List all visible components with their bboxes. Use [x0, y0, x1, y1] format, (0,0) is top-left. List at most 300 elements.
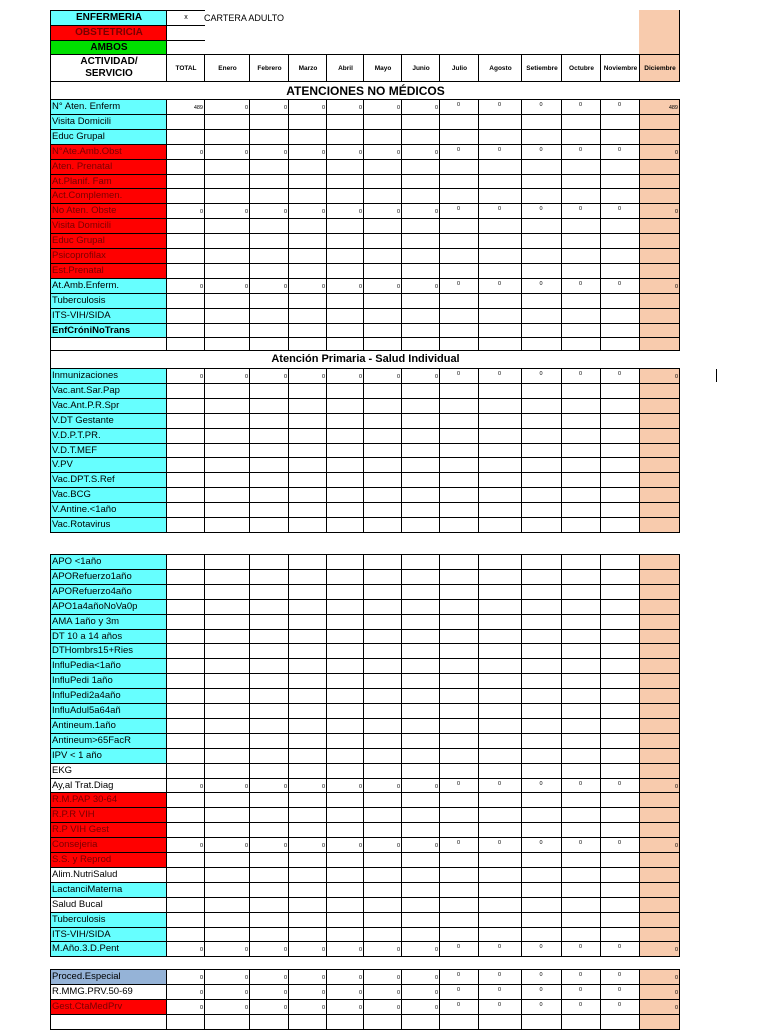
row-value-cell[interactable]: 0 [600, 999, 640, 1015]
row-label[interactable]: N° Aten. Enferm [50, 99, 167, 115]
row-value-cell[interactable]: 0 [478, 778, 522, 794]
row-value-cell[interactable] [561, 569, 601, 585]
row-value-cell[interactable]: 0 [439, 368, 479, 384]
row-value-cell[interactable] [401, 822, 440, 838]
row-value-cell[interactable] [561, 867, 601, 883]
row-value-cell[interactable]: 0 [249, 984, 289, 1000]
row-label[interactable]: DTHombrs15+Ries [50, 643, 167, 659]
row-value-cell[interactable] [249, 763, 289, 779]
row-value-cell[interactable] [204, 502, 250, 518]
row-value-cell[interactable] [639, 517, 680, 533]
row-value-cell[interactable] [249, 517, 289, 533]
row-value-cell[interactable] [521, 852, 562, 868]
row-value-cell[interactable] [561, 852, 601, 868]
row-value-cell[interactable] [521, 159, 562, 175]
row-value-cell[interactable] [600, 912, 640, 928]
row-value-cell[interactable]: 0 [166, 144, 205, 160]
row-value-cell[interactable] [401, 643, 440, 659]
row-value-cell[interactable] [639, 188, 680, 204]
row-value-cell[interactable] [521, 912, 562, 928]
row-value-cell[interactable] [401, 233, 440, 249]
row-value-cell[interactable] [521, 554, 562, 570]
row-value-cell[interactable] [166, 792, 205, 808]
row-value-cell[interactable] [363, 159, 402, 175]
row-value-cell[interactable] [166, 599, 205, 615]
row-value-cell[interactable] [639, 882, 680, 898]
row-value-cell[interactable] [478, 248, 522, 264]
row-value-cell[interactable]: 0 [478, 203, 522, 219]
row-value-cell[interactable] [401, 763, 440, 779]
row-value-cell[interactable] [326, 867, 364, 883]
row-label[interactable]: V.D.P.T.PR. [50, 428, 167, 444]
row-value-cell[interactable] [166, 897, 205, 913]
row-value-cell[interactable] [639, 599, 680, 615]
row-value-cell[interactable] [166, 263, 205, 279]
row-value-cell[interactable] [561, 293, 601, 309]
row-value-cell[interactable] [166, 763, 205, 779]
row-value-cell[interactable] [166, 248, 205, 264]
row-label[interactable]: Vac.Ant.P.R.Spr [50, 398, 167, 414]
row-value-cell[interactable]: 0 [166, 368, 205, 384]
row-value-cell[interactable] [288, 822, 327, 838]
row-value-cell[interactable] [401, 897, 440, 913]
row-label[interactable]: S.S. y Reprod [50, 852, 167, 868]
row-value-cell[interactable] [249, 882, 289, 898]
row-value-cell[interactable] [288, 792, 327, 808]
row-value-cell[interactable] [204, 174, 250, 190]
row-value-cell[interactable] [521, 688, 562, 704]
row-value-cell[interactable] [561, 927, 601, 943]
row-value-cell[interactable] [521, 763, 562, 779]
row-value-cell[interactable] [600, 733, 640, 749]
row-value-cell[interactable] [521, 822, 562, 838]
row-label[interactable]: V.Antine.<1año [50, 502, 167, 518]
row-value-cell[interactable] [561, 748, 601, 764]
row-value-cell[interactable] [249, 554, 289, 570]
row-value-cell[interactable] [600, 554, 640, 570]
row-value-cell[interactable] [478, 748, 522, 764]
row-value-cell[interactable]: 0 [204, 778, 250, 794]
row-value-cell[interactable] [439, 673, 479, 689]
row-value-cell[interactable] [478, 703, 522, 719]
row-value-cell[interactable] [288, 398, 327, 414]
row-value-cell[interactable] [521, 308, 562, 324]
row-value-cell[interactable] [600, 658, 640, 674]
row-value-cell[interactable] [478, 472, 522, 488]
row-value-cell[interactable]: 0 [639, 984, 680, 1000]
row-value-cell[interactable] [521, 114, 562, 130]
row-value-cell[interactable] [439, 159, 479, 175]
row-value-cell[interactable]: 0 [326, 969, 364, 985]
row-value-cell[interactable] [521, 733, 562, 749]
row-label[interactable]: Aten. Prenatal [50, 159, 167, 175]
row-value-cell[interactable] [639, 383, 680, 399]
row-value-cell[interactable] [204, 308, 250, 324]
row-value-cell[interactable] [600, 263, 640, 279]
row-value-cell[interactable] [363, 218, 402, 234]
row-value-cell[interactable]: 0 [521, 969, 562, 985]
row-value-cell[interactable] [249, 718, 289, 734]
row-value-cell[interactable] [600, 643, 640, 659]
row-value-cell[interactable] [288, 129, 327, 145]
row-value-cell[interactable] [439, 718, 479, 734]
row-value-cell[interactable] [249, 487, 289, 503]
row-label[interactable]: Visita Domicili [50, 114, 167, 130]
row-value-cell[interactable]: 0 [326, 941, 364, 957]
row-value-cell[interactable] [561, 658, 601, 674]
row-value-cell[interactable]: 0 [561, 969, 601, 985]
row-value-cell[interactable] [401, 263, 440, 279]
row-value-cell[interactable] [478, 308, 522, 324]
row-value-cell[interactable] [439, 398, 479, 414]
row-value-cell[interactable] [478, 129, 522, 145]
row-value-cell[interactable] [478, 897, 522, 913]
row-value-cell[interactable] [326, 323, 364, 339]
row-label[interactable]: Consejeria [50, 837, 167, 853]
row-value-cell[interactable] [401, 629, 440, 645]
row-value-cell[interactable] [249, 293, 289, 309]
row-value-cell[interactable] [521, 1014, 562, 1030]
row-value-cell[interactable] [639, 218, 680, 234]
row-value-cell[interactable] [639, 792, 680, 808]
row-value-cell[interactable] [363, 643, 402, 659]
row-value-cell[interactable] [166, 614, 205, 630]
row-value-cell[interactable] [249, 897, 289, 913]
row-value-cell[interactable] [363, 599, 402, 615]
row-value-cell[interactable] [401, 428, 440, 444]
row-value-cell[interactable] [521, 129, 562, 145]
row-value-cell[interactable] [326, 472, 364, 488]
row-label[interactable]: Visita Domicili [50, 218, 167, 234]
row-value-cell[interactable] [363, 188, 402, 204]
row-value-cell[interactable] [561, 614, 601, 630]
row-value-cell[interactable] [363, 428, 402, 444]
row-value-cell[interactable]: 0 [249, 969, 289, 985]
row-value-cell[interactable] [600, 614, 640, 630]
row-value-cell[interactable]: 0 [639, 144, 680, 160]
row-label[interactable]: V.D.T.MEF [50, 443, 167, 459]
row-value-cell[interactable] [166, 188, 205, 204]
row-value-cell[interactable] [439, 517, 479, 533]
row-value-cell[interactable] [363, 912, 402, 928]
row-value-cell[interactable] [439, 733, 479, 749]
row-value-cell[interactable] [561, 807, 601, 823]
row-value-cell[interactable]: 0 [288, 203, 327, 219]
row-value-cell[interactable] [401, 218, 440, 234]
row-value-cell[interactable]: 0 [439, 941, 479, 957]
row-value-cell[interactable] [288, 688, 327, 704]
row-value-cell[interactable] [166, 428, 205, 444]
row-value-cell[interactable] [561, 1014, 601, 1030]
row-value-cell[interactable]: 0 [288, 999, 327, 1015]
row-value-cell[interactable] [363, 927, 402, 943]
row-value-cell[interactable] [326, 1014, 364, 1030]
row-value-cell[interactable] [600, 688, 640, 704]
row-value-cell[interactable]: 0 [249, 778, 289, 794]
row-label[interactable]: V.DT Gestante [50, 413, 167, 429]
row-value-cell[interactable] [249, 629, 289, 645]
row-value-cell[interactable] [600, 188, 640, 204]
row-value-cell[interactable]: 0 [401, 941, 440, 957]
row-value-cell[interactable] [478, 428, 522, 444]
row-value-cell[interactable] [600, 599, 640, 615]
row-value-cell[interactable] [478, 643, 522, 659]
row-value-cell[interactable]: 0 [401, 99, 440, 115]
row-value-cell[interactable] [166, 308, 205, 324]
row-value-cell[interactable] [326, 114, 364, 130]
row-value-cell[interactable] [639, 472, 680, 488]
column-header-abril[interactable]: Abril [326, 54, 364, 82]
row-value-cell[interactable] [521, 248, 562, 264]
row-value-cell[interactable] [478, 517, 522, 533]
row-value-cell[interactable] [363, 554, 402, 570]
row-value-cell[interactable] [204, 129, 250, 145]
row-value-cell[interactable] [166, 569, 205, 585]
row-value-cell[interactable] [326, 927, 364, 943]
row-value-cell[interactable] [401, 748, 440, 764]
row-value-cell[interactable] [639, 443, 680, 459]
row-value-cell[interactable] [561, 822, 601, 838]
row-value-cell[interactable] [326, 263, 364, 279]
row-value-cell[interactable] [478, 569, 522, 585]
row-value-cell[interactable]: 0 [478, 368, 522, 384]
row-label[interactable]: Est.Prenatal [50, 263, 167, 279]
row-value-cell[interactable] [439, 554, 479, 570]
row-value-cell[interactable]: 0 [639, 837, 680, 853]
row-value-cell[interactable] [401, 807, 440, 823]
row-value-cell[interactable] [166, 554, 205, 570]
row-value-cell[interactable] [363, 658, 402, 674]
row-value-cell[interactable] [363, 688, 402, 704]
row-value-cell[interactable] [249, 443, 289, 459]
row-value-cell[interactable] [439, 822, 479, 838]
row-value-cell[interactable]: 0 [600, 203, 640, 219]
row-value-cell[interactable]: 0 [363, 778, 402, 794]
row-value-cell[interactable] [401, 323, 440, 339]
row-value-cell[interactable] [521, 517, 562, 533]
row-value-cell[interactable] [204, 1014, 250, 1030]
row-value-cell[interactable]: 0 [439, 969, 479, 985]
row-value-cell[interactable] [249, 614, 289, 630]
row-value-cell[interactable]: 0 [204, 99, 250, 115]
row-value-cell[interactable] [401, 159, 440, 175]
column-header-noviembre[interactable]: Noviembre [600, 54, 640, 82]
row-value-cell[interactable] [639, 248, 680, 264]
row-value-cell[interactable] [439, 323, 479, 339]
row-value-cell[interactable]: 0 [478, 99, 522, 115]
column-header-agosto[interactable]: Agosto [478, 54, 522, 82]
row-value-cell[interactable]: 0 [561, 144, 601, 160]
row-value-cell[interactable] [561, 584, 601, 600]
row-label[interactable]: At.Planif. Fam [50, 174, 167, 190]
row-value-cell[interactable] [204, 218, 250, 234]
row-value-cell[interactable] [600, 897, 640, 913]
row-label[interactable]: APO <1año [50, 554, 167, 570]
row-value-cell[interactable] [204, 614, 250, 630]
row-value-cell[interactable] [204, 897, 250, 913]
actividad-header[interactable] [50, 54, 167, 82]
row-value-cell[interactable] [288, 897, 327, 913]
row-value-cell[interactable] [166, 718, 205, 734]
row-value-cell[interactable] [288, 1014, 327, 1030]
row-value-cell[interactable] [249, 263, 289, 279]
row-value-cell[interactable]: 0 [521, 99, 562, 115]
row-value-cell[interactable] [249, 792, 289, 808]
row-value-cell[interactable] [288, 807, 327, 823]
row-value-cell[interactable] [204, 599, 250, 615]
row-value-cell[interactable] [288, 703, 327, 719]
row-value-cell[interactable] [326, 852, 364, 868]
row-value-cell[interactable] [363, 308, 402, 324]
row-value-cell[interactable] [478, 323, 522, 339]
row-value-cell[interactable] [439, 569, 479, 585]
row-value-cell[interactable] [439, 1014, 479, 1030]
row-value-cell[interactable] [478, 673, 522, 689]
row-value-cell[interactable]: 0 [401, 278, 440, 294]
row-value-cell[interactable] [521, 673, 562, 689]
legend-mark-enfermeria[interactable]: x [166, 10, 205, 26]
row-label[interactable]: EKG [50, 763, 167, 779]
row-label[interactable]: Vac.DPT.S.Ref [50, 472, 167, 488]
column-header-julio[interactable]: Julio [439, 54, 479, 82]
row-label[interactable]: Act.Complemen. [50, 188, 167, 204]
row-value-cell[interactable] [166, 927, 205, 943]
row-value-cell[interactable] [478, 233, 522, 249]
row-value-cell[interactable] [288, 263, 327, 279]
row-value-cell[interactable]: 0 [521, 778, 562, 794]
row-value-cell[interactable]: 0 [600, 144, 640, 160]
row-value-cell[interactable] [439, 658, 479, 674]
row-value-cell[interactable]: 0 [521, 368, 562, 384]
column-header-total[interactable]: TOTAL [166, 54, 205, 82]
row-value-cell[interactable] [478, 792, 522, 808]
row-value-cell[interactable] [521, 263, 562, 279]
row-value-cell[interactable]: 0 [204, 278, 250, 294]
row-value-cell[interactable] [249, 807, 289, 823]
column-header-junio[interactable]: Junio [401, 54, 440, 82]
row-label[interactable]: Vac.ant.Sar.Pap [50, 383, 167, 399]
row-value-cell[interactable]: 0 [561, 999, 601, 1015]
row-value-cell[interactable] [521, 897, 562, 913]
row-value-cell[interactable] [363, 703, 402, 719]
legend-enfermeria[interactable]: ENFERMERIA [50, 10, 167, 26]
row-value-cell[interactable] [204, 263, 250, 279]
row-value-cell[interactable] [166, 688, 205, 704]
row-label[interactable]: R.P.R VIH [50, 807, 167, 823]
row-value-cell[interactable] [521, 792, 562, 808]
row-value-cell[interactable] [639, 658, 680, 674]
row-label[interactable]: Educ Grupal [50, 233, 167, 249]
row-value-cell[interactable]: 0 [166, 278, 205, 294]
row-value-cell[interactable] [288, 188, 327, 204]
row-value-cell[interactable] [639, 398, 680, 414]
row-value-cell[interactable] [326, 673, 364, 689]
row-value-cell[interactable] [521, 584, 562, 600]
row-label[interactable]: V.PV [50, 457, 167, 473]
row-value-cell[interactable] [561, 443, 601, 459]
row-value-cell[interactable] [326, 703, 364, 719]
row-value-cell[interactable]: 0 [401, 984, 440, 1000]
column-header-mayo[interactable]: Mayo [363, 54, 402, 82]
row-value-cell[interactable] [166, 852, 205, 868]
row-value-cell[interactable] [166, 703, 205, 719]
row-value-cell[interactable] [204, 428, 250, 444]
row-value-cell[interactable] [401, 688, 440, 704]
row-label[interactable]: ITS-VIH/SIDA [50, 927, 167, 943]
row-value-cell[interactable] [439, 703, 479, 719]
column-header-enero[interactable]: Enero [204, 54, 250, 82]
row-value-cell[interactable] [478, 1014, 522, 1030]
row-value-cell[interactable] [401, 882, 440, 898]
row-label[interactable]: Alim.NutriSalud [50, 867, 167, 883]
row-value-cell[interactable] [204, 852, 250, 868]
row-value-cell[interactable] [401, 502, 440, 518]
row-value-cell[interactable] [561, 703, 601, 719]
row-value-cell[interactable]: 0 [166, 941, 205, 957]
row-value-cell[interactable] [288, 383, 327, 399]
row-value-cell[interactable] [326, 792, 364, 808]
row-value-cell[interactable] [401, 912, 440, 928]
row-value-cell[interactable] [166, 1014, 205, 1030]
row-value-cell[interactable] [326, 763, 364, 779]
row-value-cell[interactable] [166, 323, 205, 339]
row-value-cell[interactable] [326, 748, 364, 764]
row-value-cell[interactable] [166, 218, 205, 234]
row-value-cell[interactable] [561, 673, 601, 689]
row-label[interactable]: EnfCróniNoTrans [50, 323, 167, 339]
row-value-cell[interactable]: 0 [288, 941, 327, 957]
row-value-cell[interactable] [288, 569, 327, 585]
row-value-cell[interactable] [439, 129, 479, 145]
row-value-cell[interactable] [401, 129, 440, 145]
row-value-cell[interactable] [439, 487, 479, 503]
row-value-cell[interactable] [249, 569, 289, 585]
row-value-cell[interactable] [166, 457, 205, 473]
row-value-cell[interactable] [561, 792, 601, 808]
row-value-cell[interactable] [204, 487, 250, 503]
row-value-cell[interactable] [561, 912, 601, 928]
row-value-cell[interactable] [521, 487, 562, 503]
row-label[interactable]: At.Amb.Enferm. [50, 278, 167, 294]
row-value-cell[interactable] [521, 882, 562, 898]
row-value-cell[interactable] [521, 443, 562, 459]
row-value-cell[interactable] [326, 308, 364, 324]
row-value-cell[interactable] [439, 248, 479, 264]
row-value-cell[interactable] [288, 159, 327, 175]
row-label[interactable]: Ay,al Trat.Diag [50, 778, 167, 794]
row-value-cell[interactable] [561, 882, 601, 898]
row-value-cell[interactable] [363, 763, 402, 779]
row-value-cell[interactable] [249, 114, 289, 130]
row-value-cell[interactable] [439, 443, 479, 459]
row-value-cell[interactable] [521, 569, 562, 585]
row-value-cell[interactable]: 0 [166, 984, 205, 1000]
row-value-cell[interactable]: 0 [439, 203, 479, 219]
row-value-cell[interactable] [561, 643, 601, 659]
row-value-cell[interactable] [401, 554, 440, 570]
row-value-cell[interactable] [326, 443, 364, 459]
row-value-cell[interactable] [521, 867, 562, 883]
row-value-cell[interactable] [439, 293, 479, 309]
row-value-cell[interactable] [600, 487, 640, 503]
row-value-cell[interactable] [478, 398, 522, 414]
row-value-cell[interactable] [249, 383, 289, 399]
row-value-cell[interactable]: 0 [561, 778, 601, 794]
row-value-cell[interactable] [326, 293, 364, 309]
row-value-cell[interactable] [363, 792, 402, 808]
row-value-cell[interactable] [561, 174, 601, 190]
row-value-cell[interactable]: 0 [561, 278, 601, 294]
